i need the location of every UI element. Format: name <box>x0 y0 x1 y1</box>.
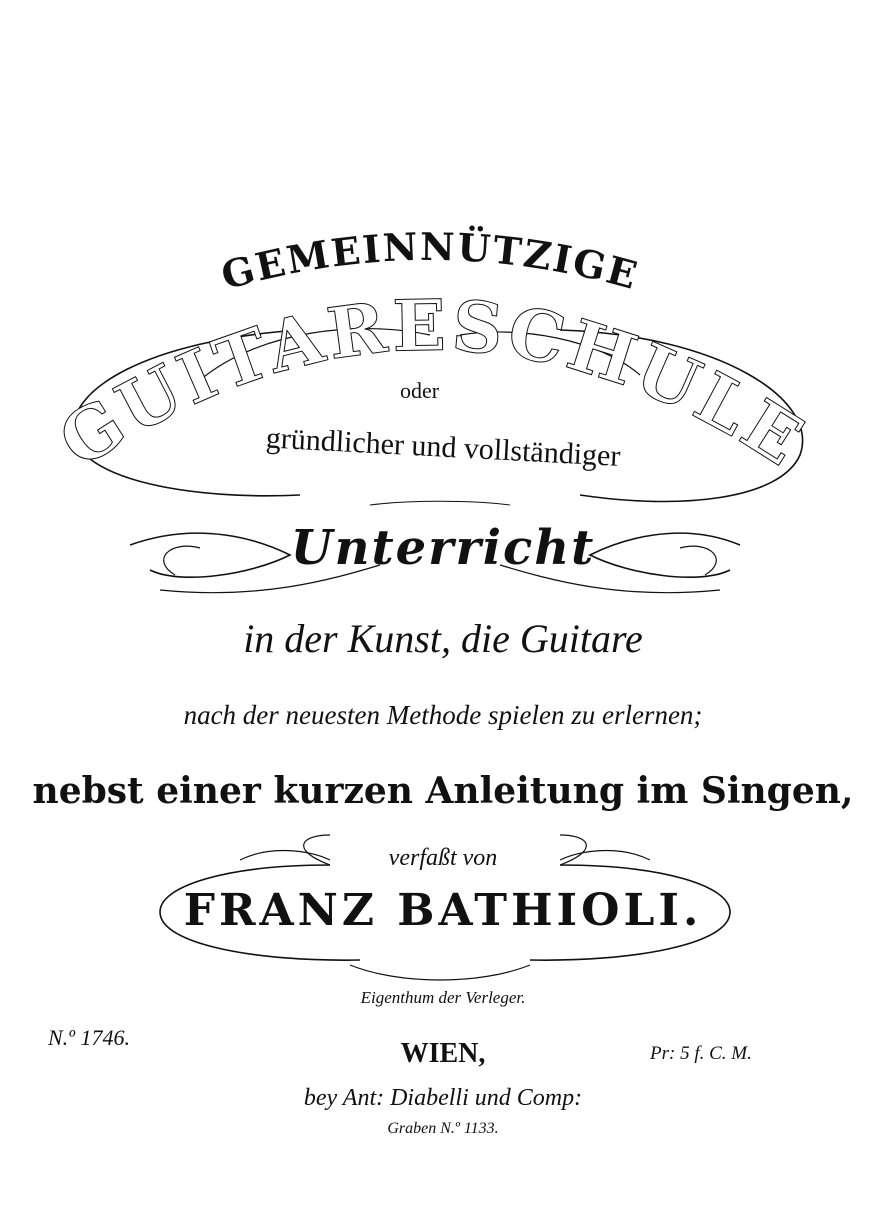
author-name: FRANZ BATHIOLI. <box>183 885 703 936</box>
title-top-text: GEMEINNÜTZIGE <box>216 223 644 299</box>
title-main-text: GUITARESCHULE <box>44 283 821 484</box>
plate-number: N.º 1746. <box>48 1025 130 1050</box>
line-nebst: nebst einer kurzen Anleitung im Singen, <box>32 770 854 812</box>
price: Pr: 5 f. C. M. <box>650 1043 752 1064</box>
heading-unterricht: Unterricht <box>290 520 596 576</box>
address: Graben N.º 1133. <box>387 1120 499 1137</box>
verfasst-von: verfaßt von <box>388 845 498 871</box>
subtitle: gründlicher und vollständiger <box>265 421 622 473</box>
ownership-note: Eigenthum der Verleger. <box>360 988 526 1007</box>
city: WIEN, <box>400 1038 486 1069</box>
publisher: bey Ant: Diabelli und Comp: <box>303 1085 583 1111</box>
line-kunst: in der Kunst, die Guitare <box>243 616 643 661</box>
connector-word: oder <box>400 378 440 403</box>
line-methode: nach der neuesten Methode spielen zu erlernen; <box>183 700 703 730</box>
